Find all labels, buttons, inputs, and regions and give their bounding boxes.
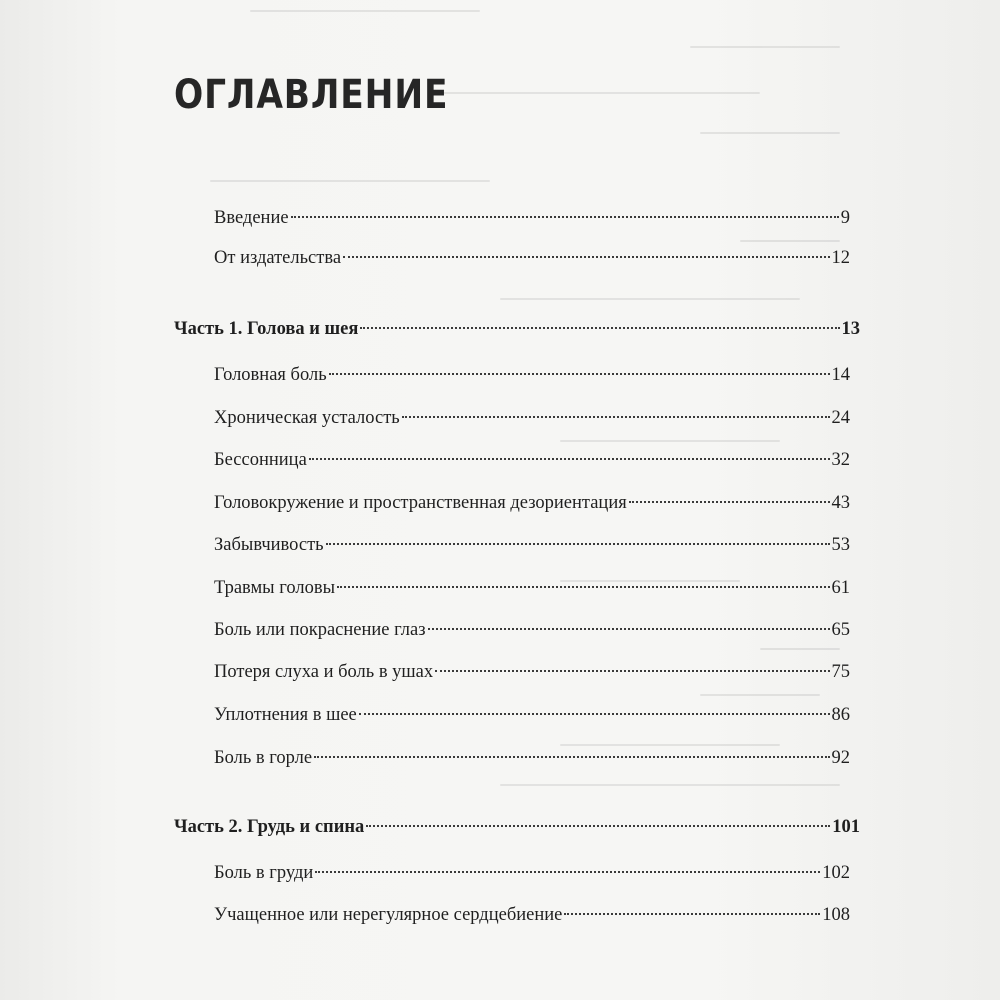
dot-leader xyxy=(359,713,830,715)
toc-entry[interactable] xyxy=(214,617,850,643)
toc-entry-title: Головная боль xyxy=(214,365,327,385)
toc-part-title: Часть 2. Грудь и спина xyxy=(174,817,365,837)
toc-entry-page: 61 xyxy=(831,578,850,598)
toc-entry-title: Головокружение и пространственная дезориентация xyxy=(214,493,627,513)
dot-leader xyxy=(337,586,829,588)
dot-leader xyxy=(329,373,830,375)
toc-part-heading[interactable] xyxy=(174,316,860,342)
toc-entry-page: 12 xyxy=(831,248,850,268)
dot-leader xyxy=(629,501,830,503)
toc-entry-title: Введение xyxy=(214,208,289,228)
toc-entry[interactable] xyxy=(214,490,850,516)
toc-entry-page: 65 xyxy=(831,620,850,640)
toc-entry-page: 9 xyxy=(840,208,850,228)
toc-entry-title: Учащенное или нерегулярное сердцебиение xyxy=(214,905,563,925)
toc-entry-page: 102 xyxy=(822,863,850,883)
toc-entry[interactable] xyxy=(214,902,850,928)
toc-part-page: 101 xyxy=(832,817,860,837)
dot-leader xyxy=(315,871,820,873)
toc-entry-title: Потеря слуха и боль в ушах xyxy=(214,662,434,682)
toc-entry-title: Травмы головы xyxy=(214,578,336,598)
toc-entry-title: Уплотнения в шее xyxy=(214,705,357,725)
toc-entry-page: 32 xyxy=(831,450,850,470)
toc-entry-title: Боль в горле xyxy=(214,748,313,768)
toc-entry-page: 53 xyxy=(831,535,850,555)
toc-entry[interactable] xyxy=(214,659,850,685)
toc-entry-page: 108 xyxy=(822,905,850,925)
toc-entry[interactable] xyxy=(214,532,850,558)
toc-entry-title: Боль или покраснение глаз xyxy=(214,620,426,640)
toc-part-page: 13 xyxy=(841,319,860,339)
toc-entry-page: 43 xyxy=(831,493,850,513)
dot-leader xyxy=(564,913,820,915)
toc-entry[interactable] xyxy=(214,745,850,771)
dot-leader xyxy=(360,327,839,329)
dot-leader xyxy=(309,458,830,460)
toc-entry[interactable] xyxy=(214,447,850,473)
dot-leader xyxy=(435,670,829,672)
dot-leader xyxy=(428,628,830,630)
toc-entry[interactable] xyxy=(214,405,850,431)
dot-leader xyxy=(291,216,839,218)
dot-leader xyxy=(366,825,830,827)
toc-entry[interactable] xyxy=(214,860,850,886)
toc-entry-title: Боль в груди xyxy=(214,863,314,883)
dot-leader xyxy=(314,756,829,758)
toc-part-heading[interactable] xyxy=(174,814,860,840)
toc-entry[interactable] xyxy=(214,205,850,231)
toc-entry-title: Бессонница xyxy=(214,450,307,470)
toc-entry-title: От издательства xyxy=(214,248,342,268)
toc-entry-title: Хроническая усталость xyxy=(214,408,400,428)
toc-entry-page: 14 xyxy=(831,365,850,385)
dot-leader xyxy=(326,543,830,545)
toc-part-title: Часть 1. Голова и шея xyxy=(174,319,359,339)
toc-entry[interactable] xyxy=(214,245,850,271)
toc-entry[interactable] xyxy=(214,702,850,728)
dot-leader xyxy=(343,256,829,258)
toc-entry-page: 86 xyxy=(831,705,850,725)
dot-leader xyxy=(402,416,830,418)
toc-entry-page: 75 xyxy=(831,662,850,682)
toc-entry-page: 24 xyxy=(831,408,850,428)
page-title: ОГЛАВЛЕНИЕ xyxy=(174,72,449,118)
toc-entry[interactable] xyxy=(214,575,850,601)
toc-entry-title: Забывчивость xyxy=(214,535,324,555)
toc-entry-page: 92 xyxy=(831,748,850,768)
toc-entry[interactable] xyxy=(214,362,850,388)
